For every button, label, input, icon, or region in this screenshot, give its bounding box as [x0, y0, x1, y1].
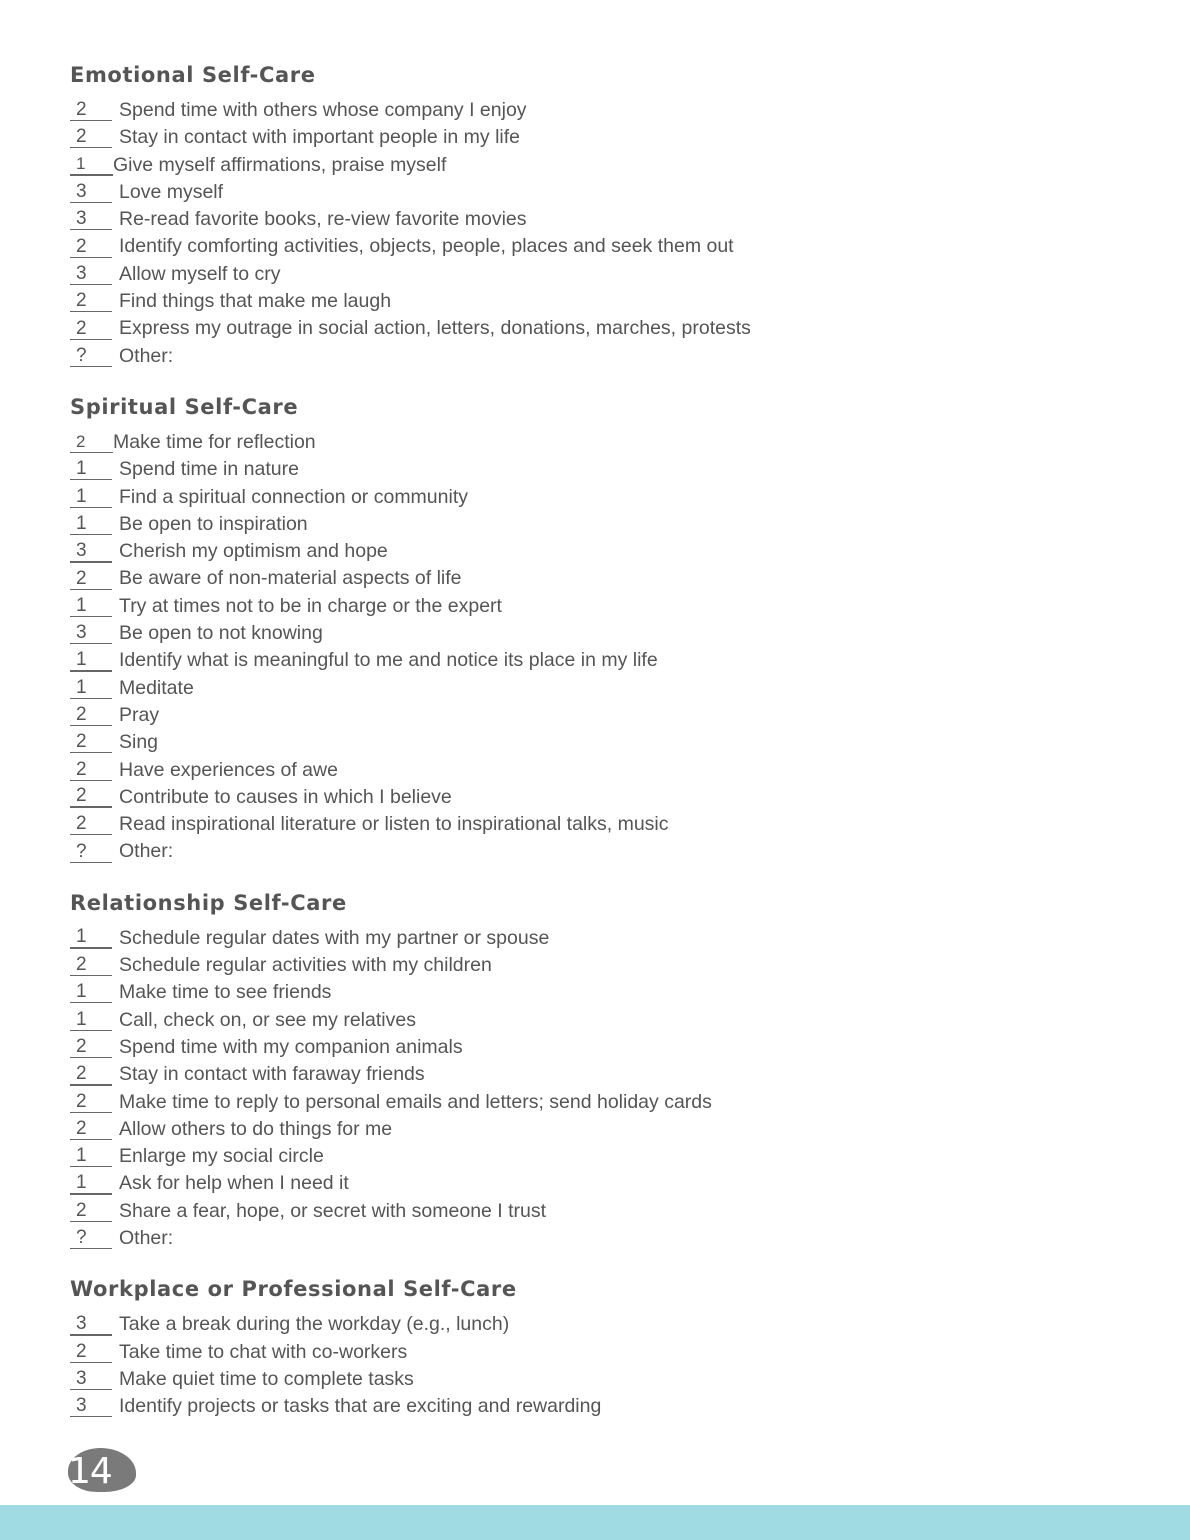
score-field[interactable]: 1 [70, 982, 112, 1003]
list-item [70, 1366, 1130, 1393]
list-item [70, 1225, 1130, 1252]
list-item [70, 288, 1130, 315]
score-field[interactable]: 2 [70, 1201, 112, 1222]
item-label: Make time to see friends [119, 981, 332, 1004]
item-label: Cherish my optimism and hope [119, 540, 388, 563]
score-field[interactable]: 2 [70, 732, 112, 753]
item-label: Call, check on, or see my relatives [119, 1008, 416, 1031]
item-label: Make time to reply to personal emails and letters; send holiday cards [119, 1090, 712, 1113]
list-item [70, 538, 1130, 565]
section-title: Spiritual Self-Care [70, 394, 299, 419]
list-item [70, 838, 1130, 865]
item-label: Identify comforting activities, objects, people, places and seek them out [119, 235, 734, 258]
section-relationship [70, 888, 1130, 1253]
section-emotional [70, 60, 1130, 370]
item-label: Re-read favorite books, re-view favorite movies [119, 208, 527, 231]
list-item [70, 620, 1130, 647]
item-label: Stay in contact with faraway friends [119, 1063, 425, 1086]
item-label: Make time for reflection [113, 430, 316, 453]
score-field[interactable]: 2 [70, 1342, 112, 1363]
item-label: Ask for help when I need it [119, 1172, 349, 1195]
list-item [70, 179, 1130, 206]
item-label: Make quiet time to complete tasks [119, 1367, 414, 1390]
item-label: Identify projects or tasks that are exciting and rewarding [119, 1395, 602, 1418]
footer-bar [0, 1505, 1190, 1540]
score-field[interactable]: 2 [70, 1064, 112, 1086]
item-label: Other: [119, 1226, 174, 1249]
item-label: Spend time with my companion animals [119, 1035, 463, 1058]
item-label: Other: [119, 840, 174, 863]
list-item [70, 1089, 1130, 1116]
list-item [70, 565, 1130, 592]
list-item [70, 702, 1130, 729]
item-label: Identify what is meaningful to me and notice its place in my life [119, 649, 658, 672]
score-field[interactable]: 1 [70, 1173, 112, 1195]
score-field[interactable]: 2 [70, 1119, 112, 1140]
item-label: Find things that make me laugh [119, 290, 392, 313]
score-field[interactable]: 2 [70, 760, 112, 781]
item-label: Take time to chat with co-workers [119, 1340, 408, 1363]
list-item [70, 757, 1130, 784]
list-item [70, 811, 1130, 838]
list-item [70, 1393, 1130, 1420]
score-field[interactable]: 1 [70, 678, 112, 699]
score-field[interactable]: 1 [70, 1146, 112, 1167]
score-field[interactable]: 3 [70, 1314, 112, 1336]
list-item [70, 429, 1130, 456]
item-label: Schedule regular activities with my children [119, 954, 492, 977]
item-label: Contribute to causes in which I believe [119, 785, 452, 808]
score-field[interactable]: ? [70, 1228, 112, 1249]
list-item [70, 1198, 1130, 1225]
item-label: Be open to inspiration [119, 512, 308, 535]
list-item [70, 979, 1130, 1006]
list-item [70, 784, 1130, 811]
list-item [70, 1061, 1130, 1088]
score-field[interactable]: 2 [70, 432, 113, 453]
item-label: Take a break during the workday (e.g., lunch) [119, 1313, 510, 1336]
item-label: Schedule regular dates with my partner or spouse [119, 926, 550, 949]
score-field[interactable]: 1 [70, 514, 112, 535]
list-item [70, 1116, 1130, 1143]
item-label: Stay in contact with important people in my life [119, 126, 521, 149]
item-label: Enlarge my social circle [119, 1145, 324, 1168]
item-label: Allow others to do things for me [119, 1117, 393, 1140]
list-item [70, 952, 1130, 979]
score-field[interactable]: 2 [70, 1092, 112, 1113]
list-item [70, 97, 1130, 124]
list-item [70, 456, 1130, 483]
list-item [70, 1034, 1130, 1061]
score-field[interactable]: 1 [70, 927, 112, 949]
item-label: Spend time with others whose company I enjoy [119, 99, 527, 121]
score-field[interactable]: 2 [70, 127, 112, 148]
list-item [70, 729, 1130, 756]
score-field[interactable]: 2 [70, 814, 112, 835]
score-field[interactable]: 3 [70, 264, 112, 285]
score-field[interactable]: 2 [70, 569, 112, 590]
list-item [70, 152, 1130, 179]
section-title: Workplace or Professional Self-Care [70, 1277, 517, 1302]
score-field[interactable]: 2 [70, 1037, 112, 1058]
score-field[interactable]: 3 [70, 623, 112, 644]
score-field[interactable]: 3 [70, 209, 112, 230]
item-label: Share a fear, hope, or secret with someone I trust [119, 1199, 547, 1222]
score-field[interactable]: 3 [70, 1396, 112, 1417]
score-field[interactable]: 3 [70, 541, 112, 563]
score-field[interactable]: 1 [70, 596, 112, 617]
item-label: Be open to not knowing [119, 622, 323, 645]
score-field[interactable]: 2 [70, 291, 112, 312]
section-title: Emotional Self-Care [70, 63, 316, 87]
list-item [70, 675, 1130, 702]
score-field[interactable]: ? [70, 842, 112, 863]
list-item [70, 484, 1130, 511]
list-item [70, 233, 1130, 260]
section-workplace [70, 1274, 1130, 1420]
section-spiritual [70, 392, 1130, 866]
score-field[interactable]: 2 [70, 705, 112, 726]
item-label: Give myself affirmations, praise myself [113, 153, 447, 176]
list-item [70, 511, 1130, 538]
item-label: Read inspirational literature or listen to inspirational talks, music [119, 813, 669, 836]
self-care-checklist [70, 60, 1130, 1442]
score-field[interactable]: 1 [70, 487, 112, 508]
list-item [70, 593, 1130, 620]
list-item [70, 343, 1130, 370]
score-field[interactable]: 2 [70, 237, 112, 258]
item-label: Other: [119, 344, 174, 367]
item-label: Find a spiritual connection or community [119, 485, 468, 508]
score-field[interactable]: 1 [70, 154, 113, 176]
list-item [70, 1170, 1130, 1197]
score-field[interactable]: 3 [70, 1369, 112, 1390]
item-label: Pray [119, 703, 160, 726]
score-field[interactable]: ? [70, 346, 112, 367]
score-field[interactable]: 1 [70, 1010, 112, 1031]
list-item [70, 124, 1130, 151]
list-item [70, 206, 1130, 233]
list-item [70, 1339, 1130, 1366]
score-field[interactable]: 1 [70, 459, 112, 480]
section-title: Relationship Self-Care [70, 890, 347, 915]
score-field[interactable]: 2 [70, 955, 112, 976]
score-field[interactable]: 3 [70, 182, 112, 203]
score-field[interactable]: 2 [70, 100, 112, 121]
list-item [70, 925, 1130, 952]
list-item [70, 1007, 1130, 1034]
list-item [70, 315, 1130, 342]
item-label: Love myself [119, 180, 224, 203]
list-item [70, 1311, 1130, 1338]
list-item [70, 647, 1130, 674]
item-label: Try at times not to be in charge or the expert [119, 594, 502, 617]
score-field[interactable]: 2 [70, 319, 112, 340]
score-field[interactable]: 2 [70, 786, 112, 808]
list-item [70, 1143, 1130, 1170]
list-item [70, 261, 1130, 288]
page-number: 14 [68, 1451, 112, 1492]
item-label: Spend time in nature [119, 458, 299, 481]
item-label: Sing [119, 731, 159, 754]
item-label: Express my outrage in social action, letters, donations, marches, protests [119, 317, 751, 340]
item-label: Meditate [119, 676, 194, 699]
item-label: Have experiences of awe [119, 758, 338, 781]
item-label: Allow myself to cry [119, 262, 281, 285]
item-label: Be aware of non-material aspects of life [119, 567, 462, 590]
score-field[interactable]: 1 [70, 650, 112, 672]
